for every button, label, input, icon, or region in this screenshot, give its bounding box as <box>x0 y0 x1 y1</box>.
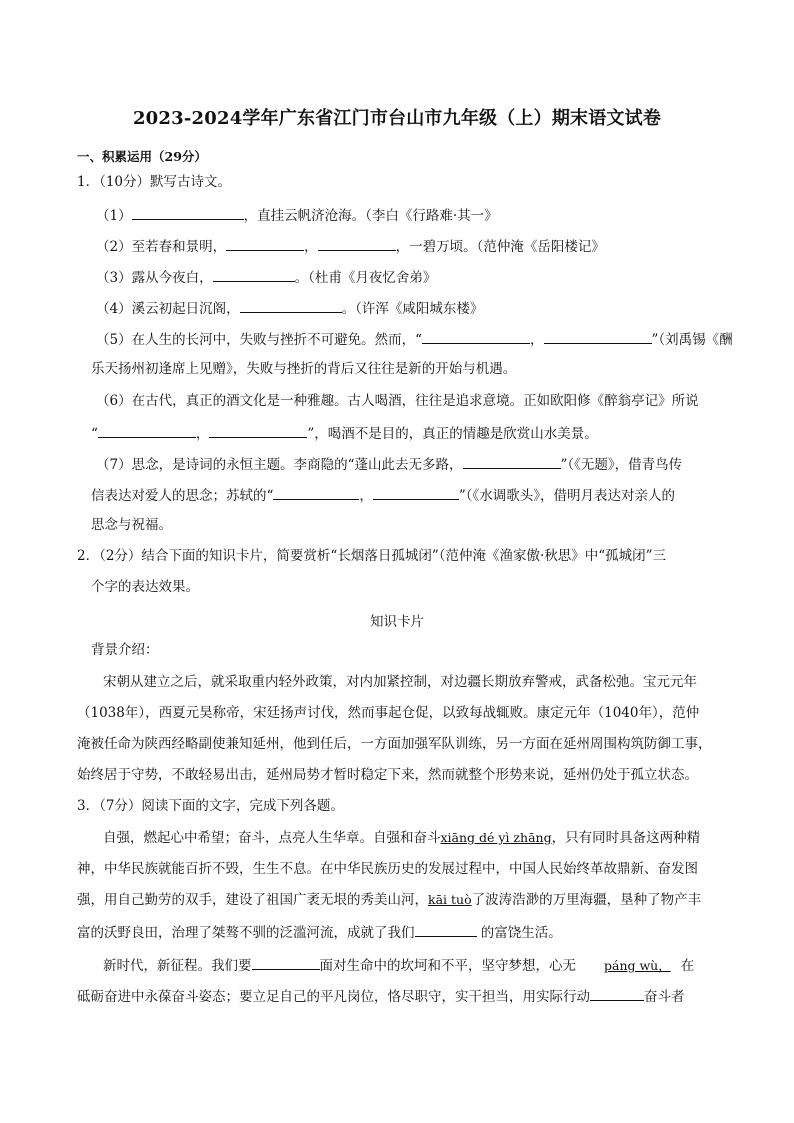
question-2-cont: 个字的表达效果。 <box>91 579 199 595</box>
answer-blank[interactable] <box>98 423 196 438</box>
q1-item-6-cont: “ ， ”，喝酒不是目的，真正的情趣是欣赏山水美景。 <box>91 423 598 443</box>
passage-line: 富的沃野良田，治理了桀骜不驯的泛滥河流，成就了我们 的富饶生活。 <box>77 922 562 942</box>
background-paragraph-line: （1038年），西夏元昊称帝，宋廷扬声讨伐，然而事起仓促，以致每战辄败。康定元年（1040年），范仲 <box>77 705 700 721</box>
q1-item-3: （3）露从今夜白， 。（杜甫《月夜忆舍弟》 <box>96 267 436 287</box>
question-1-heading: 1．（10分）默写古诗文。 <box>77 174 232 190</box>
pinyin-prompt: kāi tuò <box>428 892 472 907</box>
pinyin-prompt: xiāng dé yì zhāng <box>440 830 552 845</box>
passage-line: 新时代，新征程。我们要 面对生命中的坎坷和不平，坚守梦想，心无 páng wù， 在 <box>103 955 694 975</box>
background-paragraph-line: 宋朝从建立之后，就采取重内轻外政策，对内加紧控制，对边疆长期放弃警戒，武备松弛。宝元元年 <box>103 674 697 690</box>
answer-blank[interactable] <box>209 423 307 438</box>
q1-item-7-cont: 信表达对爱人的思念；苏轼的“ ， ”（《水调歌头》，借明月表达对亲人的 <box>91 485 675 505</box>
answer-blank[interactable] <box>213 267 295 282</box>
background-paragraph-line: 淹被任命为陕西经略副使兼知延州，他到任后，一方面加强军队训练，另一方面在延州周围构筑防御工事， <box>77 736 712 752</box>
answer-blank[interactable] <box>422 329 530 344</box>
knowledge-card-title: 知识卡片 <box>370 614 424 630</box>
answer-blank[interactable] <box>318 236 396 251</box>
q1-item-6: （6）在古代，真正的酒文化是一种雅趣。古人喝酒，往往是追求意境。正如欧阳修《醉翁亭记》所说 <box>96 393 699 409</box>
q1-item-1: （1） ，直挂云帆济沧海。（李白《行路难·其一》 <box>96 205 498 225</box>
q1-item-4: （4）溪云初起日沉阁， 。（许浑《咸阳城东楼》 <box>96 298 483 318</box>
answer-blank[interactable] <box>463 454 561 469</box>
pinyin-prompt: páng wù， <box>604 958 671 973</box>
q1-item-7: （7）思念，是诗词的永恒主题。李商隐的“蓬山此去无多路， ”（《无题》，借青鸟传 <box>96 454 682 474</box>
passage-line: 强，用自己勤劳的双手，建设了祖国广袤无垠的秀美山河，kāi tuò了波涛浩渺的万里海疆，垦种了物产丰 <box>77 892 702 908</box>
section-heading: 一、积累运用（29分） <box>77 149 207 164</box>
question-2-heading: 2．（2分）结合下面的知识卡片，简要赏析“长烟落日孤城闭”（范仲淹《渔家傲·秋思》中“孤城闭”三 <box>77 548 667 564</box>
answer-blank[interactable] <box>252 955 320 970</box>
answer-blank[interactable] <box>240 298 342 313</box>
q1-item-5-cont: 乐天扬州初逢席上见赠》，失败与挫折的背后又往往是新的开始与机遇。 <box>91 361 517 377</box>
answer-blank[interactable] <box>590 986 644 1001</box>
q1-item-7-end: 思念与祝福。 <box>91 517 172 533</box>
passage-line: 砥砺奋进中永葆奋斗姿态；要立足自己的平凡岗位，恪尽职守，实干担当，用实际行动 奋斗者 <box>77 986 685 1006</box>
answer-blank[interactable] <box>415 922 477 937</box>
answer-blank[interactable] <box>132 205 244 220</box>
q1-item-5: （5）在人生的长河中，失败与挫折不可避免。然而，“ ， ”（刘禹锡《酬 <box>96 329 733 349</box>
question-3-heading: 3．（7分）阅读下面的文字，完成下列各题。 <box>77 798 344 814</box>
answer-blank[interactable] <box>273 485 359 500</box>
answer-blank[interactable] <box>373 485 459 500</box>
passage-line: 神，中华民族就能百折不毁，生生不息。在中华民族历史的发展过程中，中国人民始终革故鼎新、奋发图 <box>77 861 698 877</box>
q1-item-2: （2）至若春和景明， ， ，一碧万顷。（范仲淹《岳阳楼记》 <box>96 236 605 256</box>
passage-line: 自强，燃起心中希望；奋斗，点亮人生华章。自强和奋斗xiāng dé yì zhāng，只有同时具备这两种精 <box>103 830 701 846</box>
background-label: 背景介绍： <box>91 642 159 658</box>
answer-blank[interactable] <box>226 236 304 251</box>
page-title: 2023-2024学年广东省江门市台山市九年级（上）期末语文试卷 <box>132 108 662 129</box>
background-paragraph-line: 始终居于守势，不敢轻易出击，延州局势才暂时稳定下来，然而就整个形势来说，延州仍处于孤立状态。 <box>77 767 698 783</box>
answer-blank[interactable] <box>544 329 652 344</box>
